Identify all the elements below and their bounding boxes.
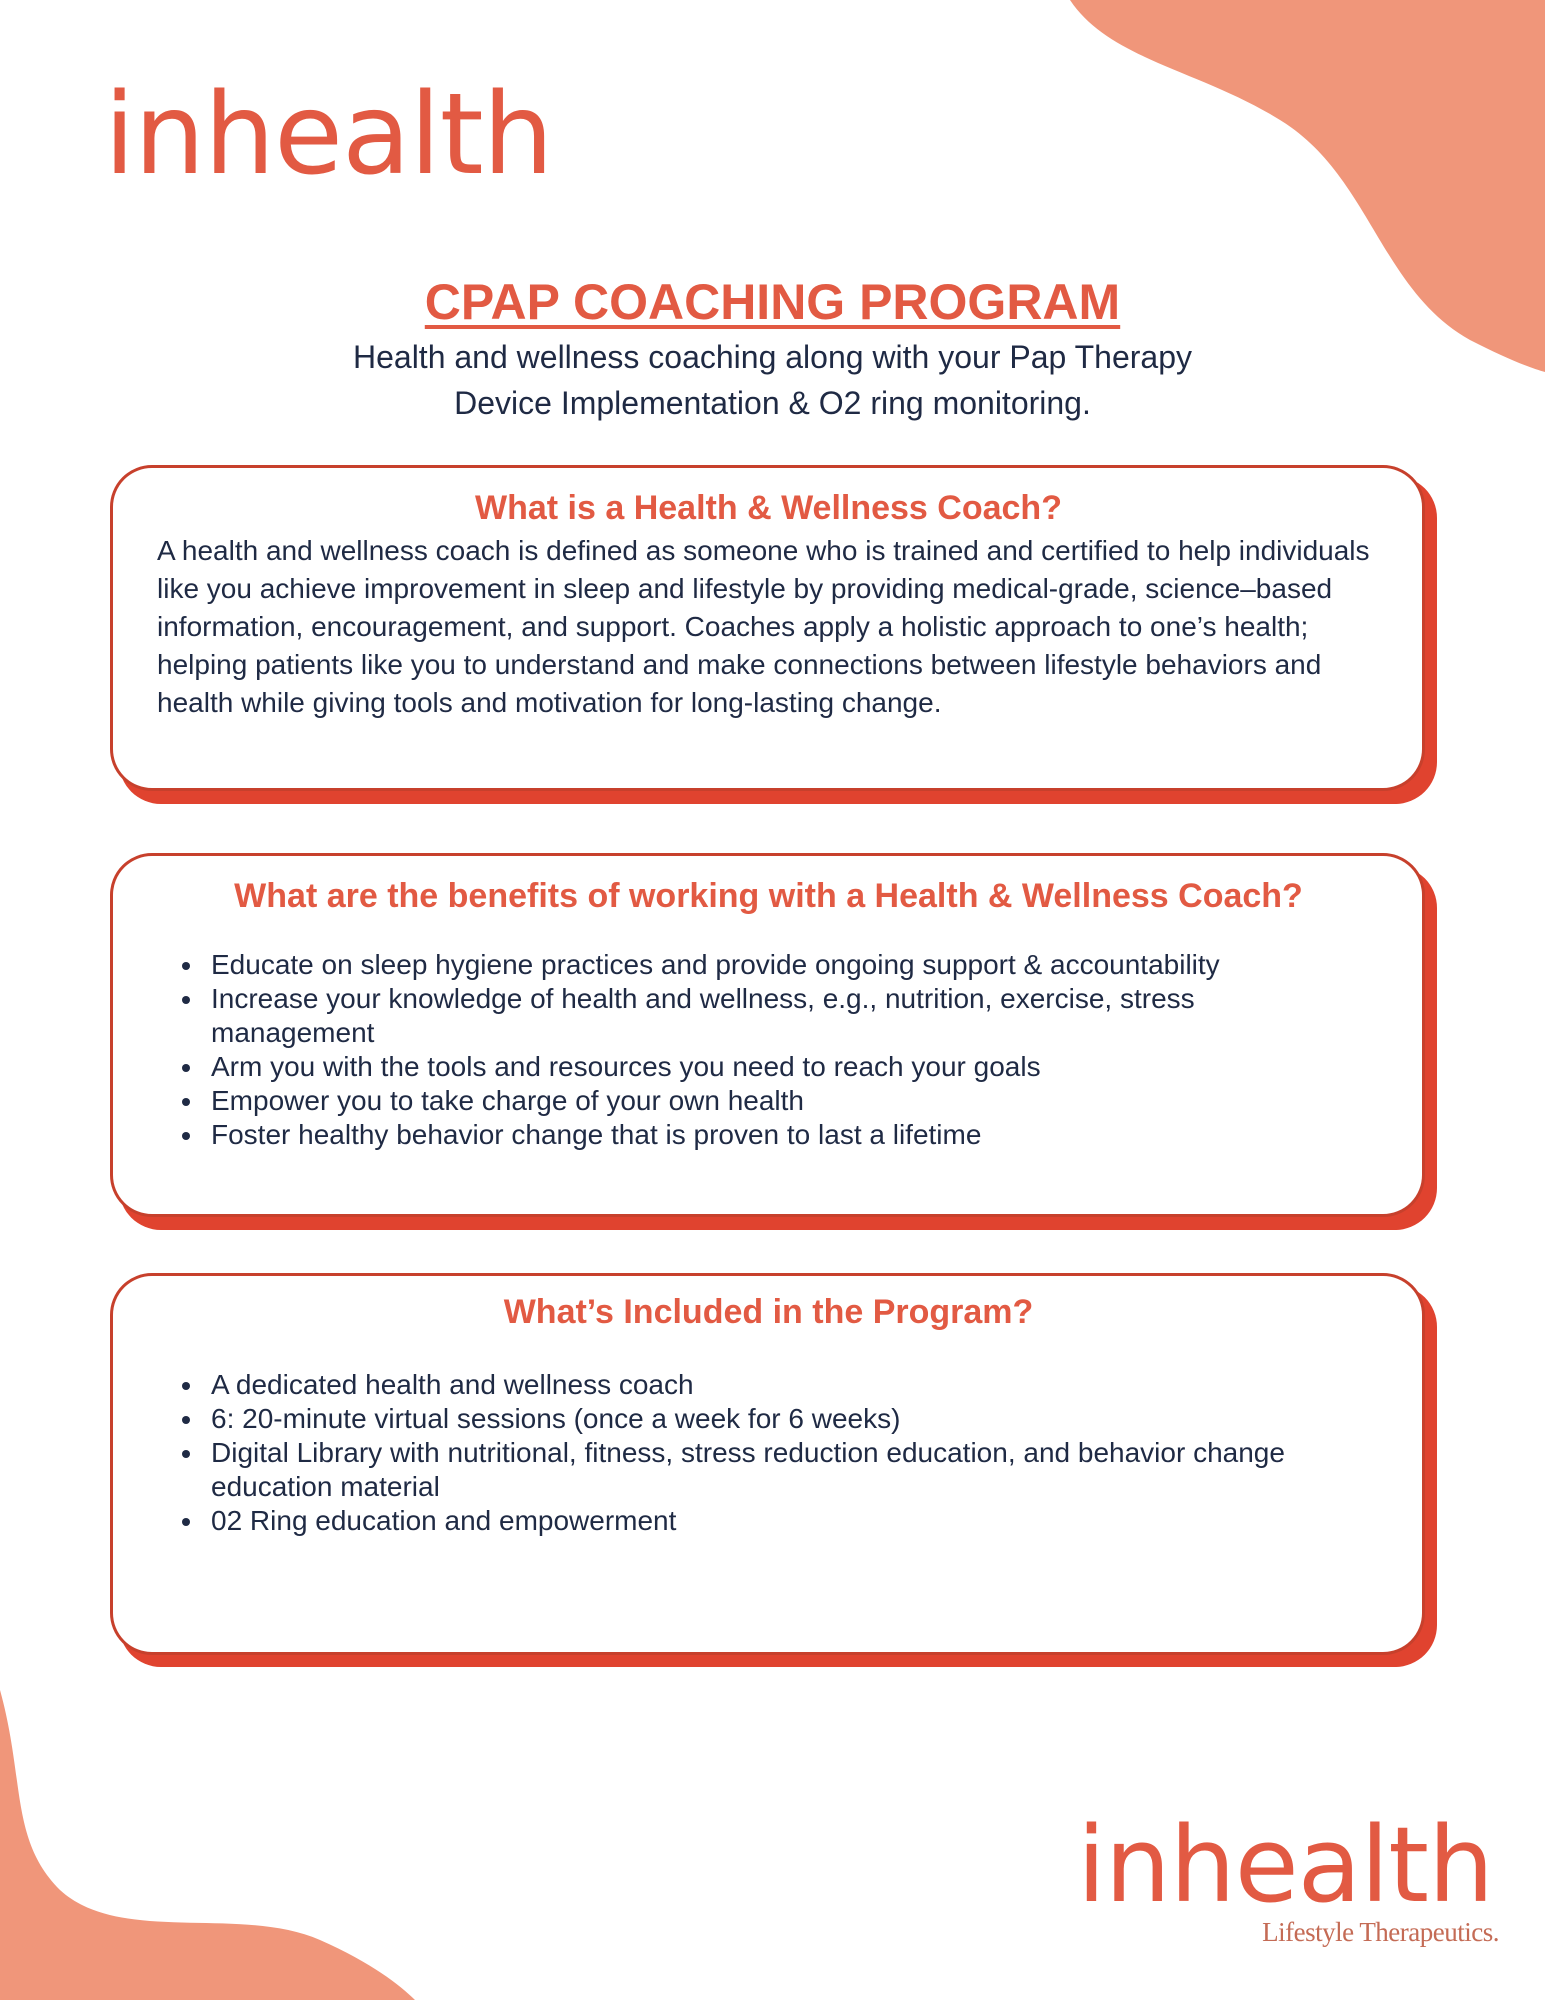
brand-tagline: Lifestyle Therapeutics.: [1262, 1917, 1499, 1947]
list-item: • Educate on sleep hygiene practices and provide ongoing support & accountability: [205, 948, 1380, 982]
list-item: • 02 Ring education and empowerment: [205, 1504, 1380, 1538]
program-includes-list: [157, 1368, 1380, 1538]
bottom-left-blob-shape: [0, 1690, 430, 2000]
page-title-text: CPAP COACHING PROGRAM: [424, 274, 1121, 330]
list-item: • Arm you with the tools and resources you need to reach your goals: [205, 1050, 1380, 1084]
program-includes-heading: What’s Included in the Program?: [503, 1293, 1034, 1331]
subtitle-line-2: Device Implementation & O2 ring monitoring.: [454, 385, 1091, 421]
list-item: • Digital Library with nutritional, fitness, stress reduction education, and behavior change education material: [205, 1436, 1380, 1504]
list-item: • 6: 20-minute virtual sessions (once a week for 6 weeks): [205, 1402, 1380, 1436]
program-includes-card: [110, 1273, 1425, 1655]
logo-bottom: inhealth: [1076, 1804, 1493, 1926]
benefits-list: [157, 948, 1380, 1152]
page-title: [0, 270, 1545, 334]
list-item: • A dedicated health and wellness coach: [205, 1368, 1380, 1402]
coach-definition-body: A health and wellness coach is defined as someone who is trained and certified to help individuals like you achieve improvement in sleep and lifestyle by providing medical-grade, science–based information, encouragement, and support. Coaches apply a holistic approach to one’s health; helping patients like you to understand and make connections between lifestyle behaviors and health while giving tools and motivation for long-lasting change.: [157, 535, 1370, 718]
list-item: • Empower you to take charge of your own health: [205, 1084, 1380, 1118]
benefits-heading: What are the benefits of working with a Health & Wellness Coach?: [234, 877, 1303, 915]
logo-top: inhealth: [104, 70, 553, 200]
coach-definition-card: [110, 465, 1425, 791]
coach-definition-heading: What is a Health & Wellness Coach?: [475, 489, 1062, 527]
list-item: • Foster healthy behavior change that is proven to last a lifetime: [205, 1118, 1380, 1152]
page-subtitle: [0, 334, 1545, 426]
list-item: • Increase your knowledge of health and wellness, e.g., nutrition, exercise, stress management: [205, 982, 1380, 1050]
subtitle-line-1: Health and wellness coaching along with your Pap Therapy: [352, 339, 1193, 375]
benefits-card: [110, 853, 1425, 1217]
